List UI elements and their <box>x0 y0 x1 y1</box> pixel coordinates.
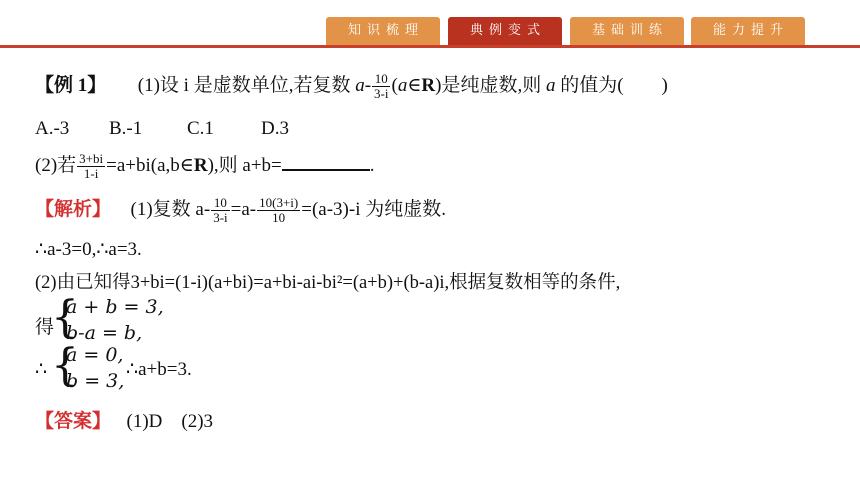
q1-a: a <box>545 75 556 96</box>
sol-prefix: (1)复数 a- <box>130 199 211 220</box>
de-label: 得 <box>35 317 55 338</box>
options-row <box>35 118 289 140</box>
q1-reals: R <box>421 75 436 96</box>
q2-mid: ),则 a+b= <box>207 155 282 176</box>
q2-fraction <box>77 152 105 181</box>
system-brace-2: { <box>51 340 79 391</box>
option-c: C.1 <box>187 118 214 139</box>
solution-line-3: (2)由已知得3+bi=(1-i)(a+bi)=a+bi-ai-bi²=(a+b)+(b-a)i,根据复数相等的条件, <box>35 273 621 293</box>
q1-fraction <box>372 72 390 101</box>
option-a: A.-3 <box>35 118 70 139</box>
question-1 <box>35 70 668 101</box>
q1-frac-den: 3-i <box>374 86 389 102</box>
analysis-label: 【解析】 <box>35 198 112 220</box>
solution-line-1 <box>35 194 446 225</box>
question-2 <box>35 150 375 181</box>
sol-fraction-2 <box>257 196 300 225</box>
q1-cond-var: a <box>397 75 408 96</box>
sol-tail: =(a-3)-i 为纯虚数. <box>301 199 446 220</box>
option-b: B.-1 <box>109 118 143 139</box>
option-d: D.3 <box>261 118 289 139</box>
q1-minus: - <box>364 75 372 96</box>
q2-reals: R <box>193 155 208 176</box>
tab-ability-improvement[interactable]: 能力提升 <box>691 17 805 45</box>
answer-blank <box>282 153 370 171</box>
tab-knowledge-review[interactable]: 知识梳理 <box>326 17 440 45</box>
system-1-row-1: a + b = 3, <box>66 296 164 318</box>
sol-f1-den: 3-i <box>213 210 228 226</box>
sol-mid: =a- <box>230 199 257 220</box>
q1-after: )是纯虚数,则 <box>435 75 546 96</box>
q1-in: ∈ <box>407 75 422 96</box>
q1-var: a <box>355 75 365 96</box>
sol-f2-den: 10 <box>272 210 286 226</box>
answer-label: 【答案】 <box>35 410 112 432</box>
conclusion: ∴a+b=3. <box>126 359 192 380</box>
tab-examples-variants[interactable]: 典例变式 <box>448 17 562 45</box>
q2-end: . <box>369 155 375 176</box>
q1-frac-num: 10 <box>372 72 390 87</box>
system-2-row-1: a = 0, <box>66 344 124 366</box>
q2-frac-den: 1-i <box>83 166 99 182</box>
answer-text: (1)D (2)3 <box>126 411 214 432</box>
solution-line-2: ∴a-3=0,∴a=3. <box>35 239 142 260</box>
q2-eq: =a+bi(a,b∈ <box>106 155 194 176</box>
therefore-symbol: ∴ <box>35 359 48 380</box>
system-2-row-2: b = 3, <box>66 370 125 392</box>
sol-f2-num: 10(3+i) <box>259 195 299 211</box>
q1-prefix: (1)设 i 是虚数单位,若复数 <box>137 75 356 96</box>
sol-fraction-1 <box>211 196 229 225</box>
answer-line <box>35 406 213 433</box>
tab-basic-training[interactable]: 基础训练 <box>570 17 684 45</box>
system-1-row-2: b-a = b, <box>66 322 143 344</box>
q2-prefix: (2)若 <box>35 155 77 176</box>
header-divider <box>0 45 860 48</box>
q1-paren: ( <box>391 75 398 96</box>
sol-f1-num: 10 <box>211 196 229 211</box>
example-label: 【例 1】 <box>35 75 107 96</box>
q2-frac-num: 3+bi <box>79 151 104 167</box>
q1-tail: 的值为( ) <box>555 75 668 96</box>
system-brace-1: { <box>51 292 79 343</box>
